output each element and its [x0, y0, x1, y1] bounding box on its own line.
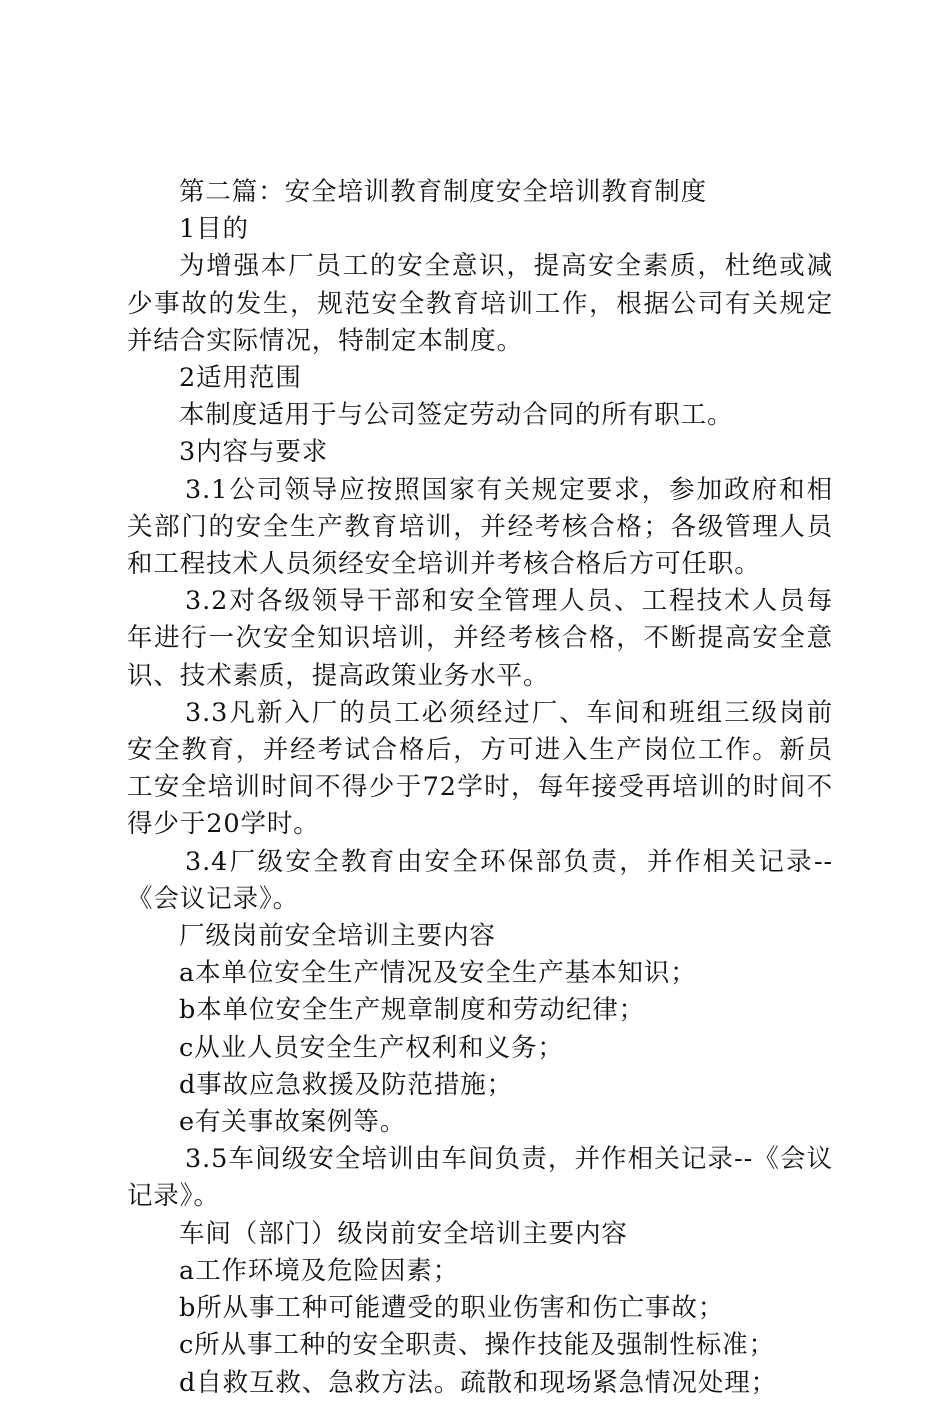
- clause-3-3: 3.3凡新入厂的员工必须经过厂、车间和班组三级岗前安全教育，并经考试合格后，方可进入生产岗位工作。新员工安全培训时间不得少于72学时，每年接受再培训的时间不得少于20学时。: [127, 697, 833, 840]
- clause-3-5: 3.5车间级安全培训由车间负责，并作相关记录--《会议记录》。: [127, 1144, 833, 1212]
- list-item: c从业人员安全生产权利和义务；: [179, 1032, 564, 1063]
- list-item: a本单位安全生产情况及安全生产基本知识；: [179, 958, 697, 989]
- body-paragraph: 为增强本厂员工的安全意识，提高安全素质，杜绝或减少事故的发生，规范安全教育培训工作，根据公司有关规定并结合实际情况，特制定本制度。: [127, 251, 833, 356]
- list-item: d自救互救、急救方法。疏散和现场紧急情况处理；: [179, 1367, 778, 1398]
- document-title: 第二篇：安全培训教育制度安全培训教育制度: [179, 177, 708, 207]
- subheading-workshop-training: 车间（部门）级岗前安全培训主要内容: [179, 1218, 628, 1249]
- subheading-factory-training: 厂级岗前安全培训主要内容: [179, 921, 496, 952]
- list-item: c所从事工种的安全职责、操作技能及强制性标准；: [179, 1330, 775, 1361]
- clause-3-1: 3.1公司领导应按照国家有关规定要求，参加政府和相关部门的安全生产教育培训，并经考核合格；各级管理人员和工程技术人员须经安全培训并考核合格后方可任职。: [127, 474, 833, 580]
- section-heading-purpose: 1目的: [179, 214, 249, 245]
- list-item: e有关事故案例等。: [179, 1107, 407, 1138]
- clause-3-4: 3.4厂级安全教育由安全环保部负责，并作相关记录--《会议记录》。: [127, 846, 833, 914]
- list-item: d事故应急救援及防范措施；: [179, 1069, 514, 1100]
- clause-3-2: 3.2对各级领导干部和安全管理人员、工程技术人员每年进行一次安全知识培训，并经考核合格，不断提高安全意识、技术素质，提高政策业务水平。: [127, 586, 833, 691]
- document-body: [127, 174, 833, 1402]
- list-item: b本单位安全生产规章制度和劳动纪律；: [179, 995, 646, 1026]
- list-item: a工作环境及危险因素；: [179, 1255, 460, 1286]
- body-paragraph: 本制度适用于与公司签定劳动合同的所有职工。: [179, 400, 734, 431]
- section-heading-content: 3内容与要求: [179, 437, 329, 468]
- section-heading-scope: 2适用范围: [179, 363, 302, 394]
- list-item: b所从事工种可能遭受的职业伤害和伤亡事故；: [179, 1293, 725, 1324]
